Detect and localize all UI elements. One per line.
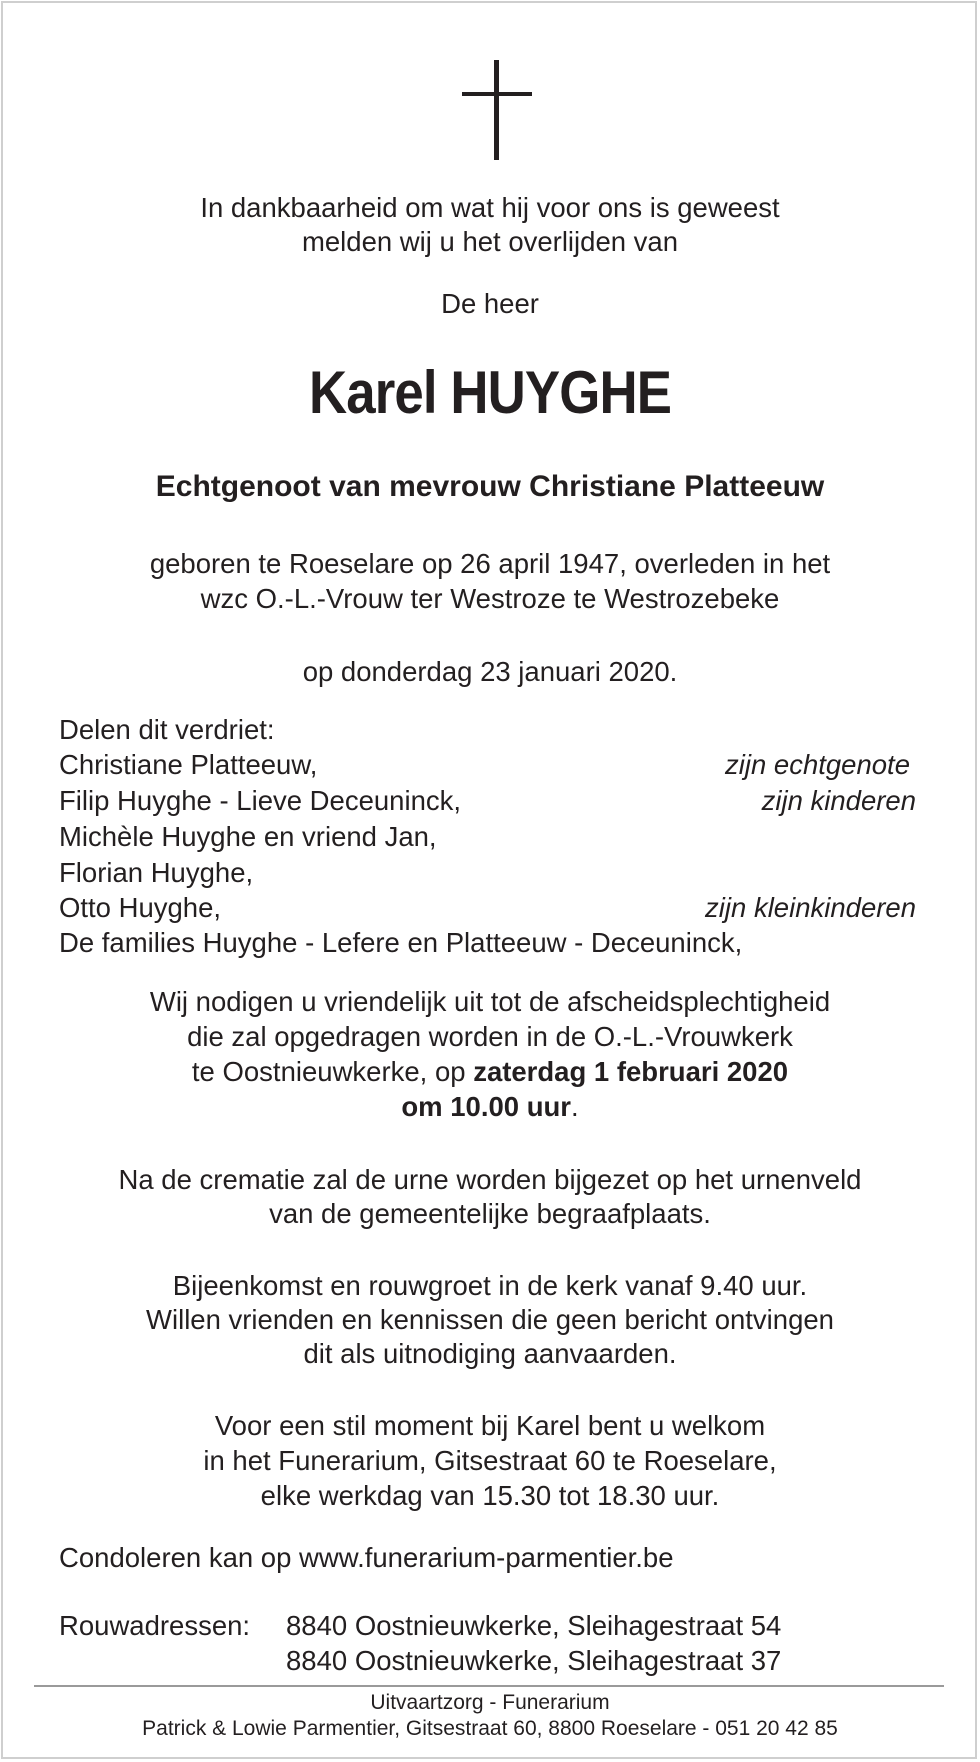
cross-icon (462, 60, 532, 160)
footer-line-1: Uitvaartzorg - Funerarium (370, 1691, 610, 1714)
visit-line-2: in het Funerarium, Gitsestraat 60 te Roeselare, (203, 1445, 777, 1476)
intro-line-1: In dankbaarheid om wat hij voor ons is geweest (200, 192, 780, 223)
cremation-line-2: van de gemeentelijke begraafplaats. (269, 1198, 711, 1229)
ceremony-time: om 10.00 uur (401, 1091, 571, 1122)
mourner-name: Michèle Huyghe en vriend Jan, (59, 821, 437, 852)
deceased-name: Karel HUYGHE (308, 359, 672, 426)
mourner-name: De families Huyghe - Lefere en Platteeuw - Deceuninck, (59, 927, 743, 958)
condolences-line: Condoleren kan op www.funerarium-parmentier.be (59, 1542, 674, 1573)
visit-line-1: Voor een stil moment bij Karel bent u welkom (214, 1410, 766, 1441)
mourner-relation: zijn kleinkinderen (705, 892, 916, 923)
invite-line-3: te Oostnieuwkerke, op zaterdag 1 februari 2020 (191, 1056, 789, 1087)
invite-line-2: die zal opgedragen worden in de O.-L.-Vrouwkerk (187, 1021, 793, 1052)
footer-line-2: Patrick & Lowie Parmentier, Gitsestraat 60, 8800 Roeselare - 051 20 42 85 (142, 1717, 838, 1740)
salutation: De heer (441, 288, 539, 319)
birth-line-2: wzc O.-L.-Vrouw ter Westroze te Westrozebeke (200, 583, 780, 614)
mourner-relation: zijn echtgenote (725, 749, 910, 780)
address-line: 8840 Oostnieuwkerke, Sleihagestraat 54 (286, 1610, 782, 1641)
death-date: op donderdag 23 januari 2020. (302, 656, 678, 687)
invite-line-4: om 10.00 uur. (401, 1091, 579, 1122)
gathering-line-3: dit als uitnodiging aanvaarden. (303, 1338, 677, 1369)
gathering-line-1: Bijeenkomst en rouwgroet in de kerk vanaf 9.40 uur. (172, 1270, 808, 1301)
mourners-heading: Delen dit verdriet: (59, 714, 275, 745)
mourner-name: Filip Huyghe - Lieve Deceuninck, (59, 785, 461, 816)
mourner-name: Florian Huyghe, (59, 857, 254, 888)
invite-line-1: Wij nodigen u vriendelijk uit tot de afscheidsplechtigheid (149, 986, 831, 1017)
footer-divider (34, 1685, 944, 1687)
mourner-relation: zijn kinderen (761, 785, 916, 816)
addresses-label: Rouwadressen: (59, 1610, 251, 1641)
address-line: 8840 Oostnieuwkerke, Sleihagestraat 37 (286, 1645, 782, 1676)
ceremony-date: zaterdag 1 februari 2020 (473, 1056, 789, 1087)
spouse-line: Echtgenoot van mevrouw Christiane Platteeuw (155, 470, 825, 503)
birth-line-1: geboren te Roeselare op 26 april 1947, overleden in het (149, 548, 831, 579)
intro-line-2: melden wij u het overlijden van (301, 226, 679, 257)
mourner-name: Christiane Platteeuw, (59, 749, 318, 780)
visit-line-3: elke werkdag van 15.30 tot 18.30 uur. (260, 1480, 720, 1511)
mourner-name: Otto Huyghe, (59, 892, 222, 923)
cremation-line-1: Na de crematie zal de urne worden bijgezet op het urnenveld (118, 1164, 862, 1195)
gathering-line-2: Willen vrienden en kennissen die geen bericht ontvingen (146, 1304, 834, 1335)
